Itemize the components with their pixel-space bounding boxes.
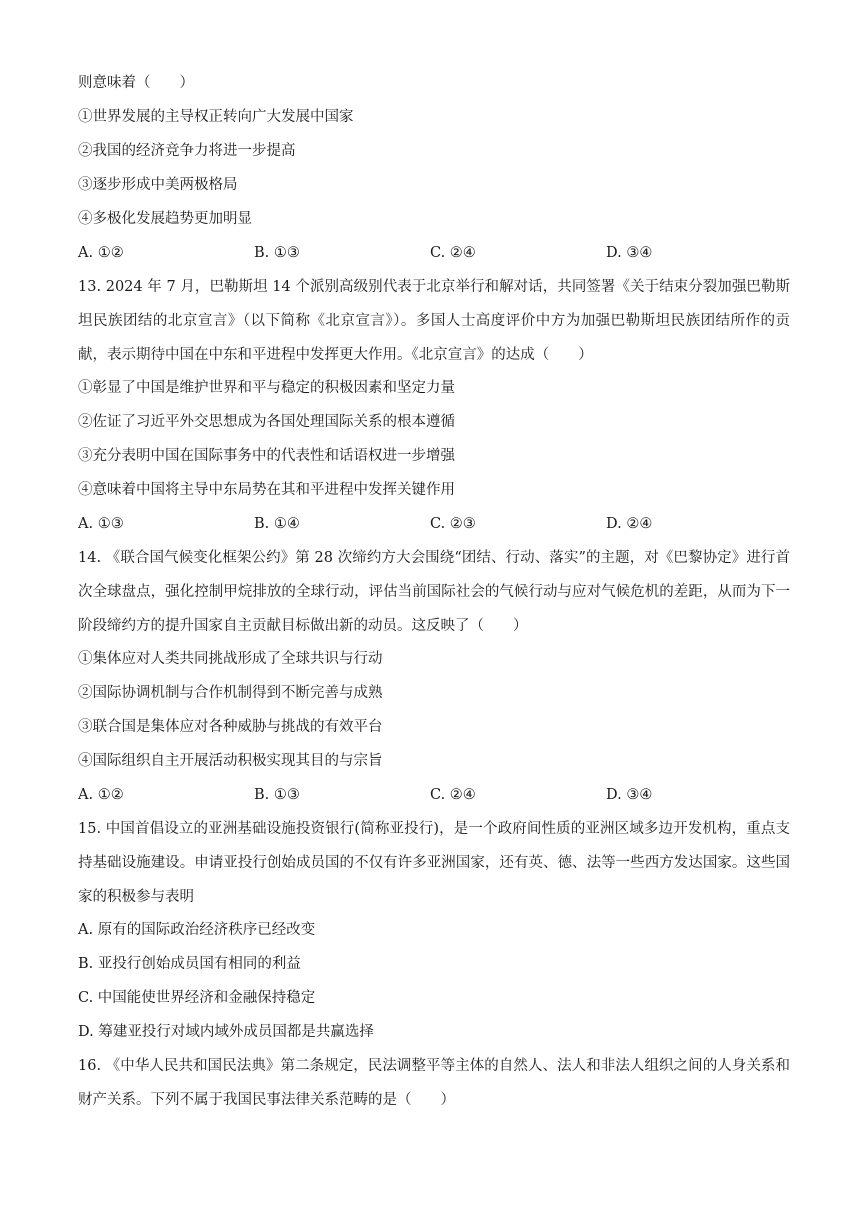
q13-option-b: B. ①④ [254, 516, 300, 532]
q13-item-1: ①彰显了中国是维护世界和平与稳定的积极因素和坚定力量 [78, 380, 455, 396]
q13-option-a: A. ①③ [78, 516, 124, 532]
q14-item-2: ②国际协调机制与合作机制得到不断完善与成熟 [78, 685, 383, 701]
q15-option-d: D. 筹建亚投行对域内域外成员国都是共赢选择 [78, 1024, 374, 1040]
q14-item-3: ③联合国是集体应对各种威胁与挑战的有效平台 [78, 719, 383, 735]
q13-item-2: ②佐证了习近平外交思想成为各国处理国际关系的根本遵循 [78, 414, 455, 430]
q15-option-c: C. 中国能使世界经济和金融保持稳定 [78, 990, 316, 1006]
q14-stem: 14. 《联合国气候变化框架公约》第 28 次缔约方大会围绕“团结、行动、落实”的主题，对《巴黎协定》进行首次全球盘点，强化控制甲烷排放的全球行动，评估当前国际社会的气候行动与应对气候危机的差距，从而为下一阶段缔约方的提升国家自主贡献目标做出新的动员。这反映了（ ） [78, 550, 790, 634]
q12-item-3: ③逐步形成中美两极格局 [78, 177, 238, 193]
q14-item-1: ①集体应对人类共同挑战形成了全球共识与行动 [78, 651, 383, 667]
q15-option-a: A. 原有的国际政治经济秩序已经改变 [78, 922, 316, 938]
q14-item-4: ④国际组织自主开展活动积极实现其目的与宗旨 [78, 753, 383, 769]
q13-item-3: ③充分表明中国在国际事务中的代表性和话语权进一步增强 [78, 448, 455, 464]
q13-item-4: ④意味着中国将主导中东局势在其和平进程中发挥关键作用 [78, 482, 455, 498]
q14-option-d: D. ③④ [606, 787, 653, 803]
q12-option-b: B. ①③ [254, 245, 300, 261]
q12-item-2: ②我国的经济竞争力将进一步提高 [78, 143, 296, 159]
q16-stem: 16. 《中华人民共和国民法典》第二条规定，民法调整平等主体的自然人、法人和非法人组织之间的人身关系和财产关系。下列不属于我国民事法律关系范畴的是（ ） [78, 1058, 790, 1108]
q12-stem-tail: 则意味着（ ） [78, 75, 194, 91]
q14-option-a: A. ①② [78, 787, 124, 803]
q13-stem: 13. 2024 年 7 月，巴勒斯坦 14 个派别高级别代表于北京举行和解对话，共同签署《关于结束分裂加强巴勒斯坦民族团结的北京宣言》（以下简称《北京宣言》）。多国人士高度评价中方为加强巴勒斯坦民族团结所作的贡献，表示期待中国在中东和平进程中发挥更大作用。《北京宣言》的达成（ ） [78, 279, 790, 363]
q12-option-a: A. ①② [78, 245, 124, 261]
q12-item-4: ④多极化发展趋势更加明显 [78, 211, 252, 227]
q12-option-c: C. ②④ [430, 245, 476, 261]
q15-stem: 15. 中国首倡设立的亚洲基础设施投资银行(简称亚投行)，是一个政府间性质的亚洲区域多边开发机构，重点支持基础设施建设。申请亚投行创始成员国的不仅有许多亚洲国家，还有英、德、法等一些西方发达国家。这些国家的积极参与表明 [78, 821, 790, 905]
q13-option-d: D. ②④ [606, 516, 653, 532]
q14-option-c: C. ②④ [430, 787, 476, 803]
q12-option-d: D. ③④ [606, 245, 653, 261]
q13-option-c: C. ②③ [430, 516, 476, 532]
q12-item-1: ①世界发展的主导权正转向广大发展中国家 [78, 109, 354, 125]
q15-option-b: B. 亚投行创始成员国有相同的利益 [78, 956, 301, 972]
q14-option-b: B. ①③ [254, 787, 300, 803]
